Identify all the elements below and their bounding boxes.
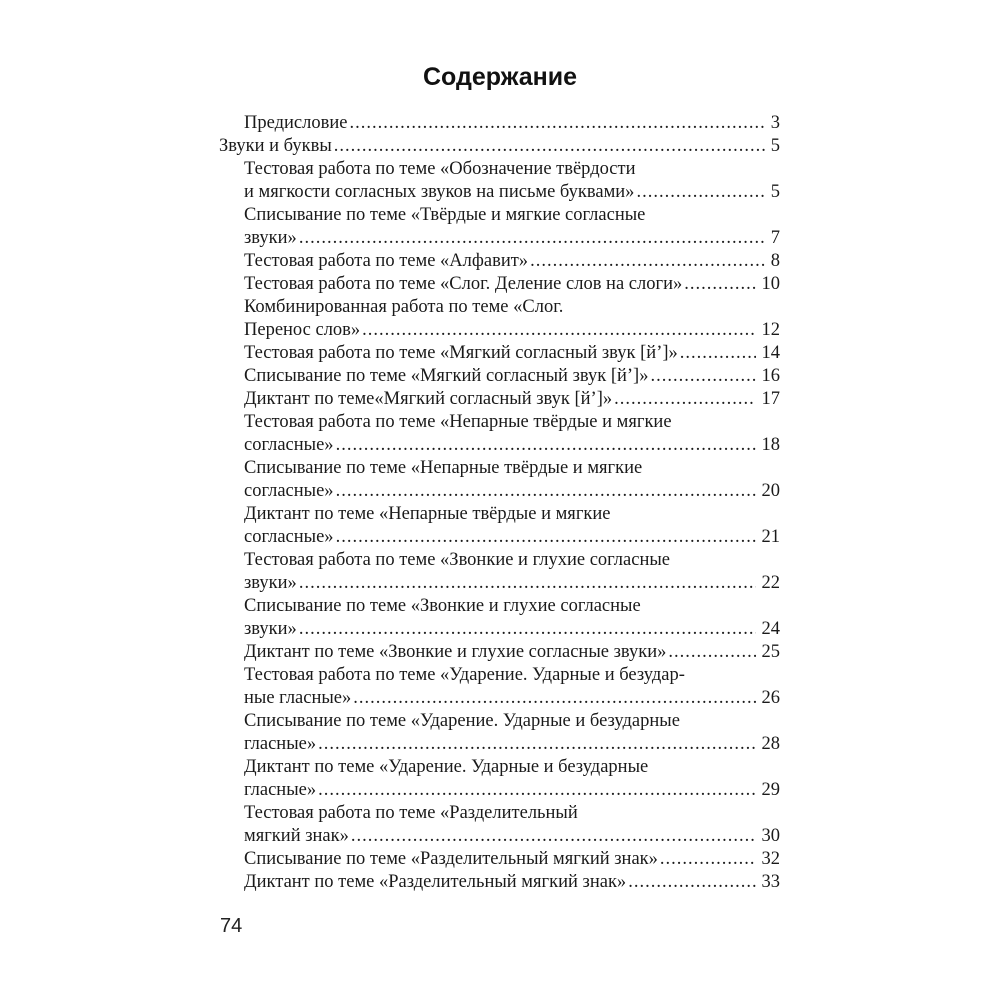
toc-page-number: 5 <box>770 182 780 202</box>
toc-entry-title: Диктант по теме «Звонкие и глухие согласные звуки» <box>244 642 667 662</box>
toc-entry <box>0 710 1000 756</box>
toc-page-number: 17 <box>761 389 780 409</box>
toc-entry-title: Тестовая работа по теме «Слог. Деление слов на слоги» <box>244 274 683 294</box>
toc-entry-leader-line <box>0 779 1000 802</box>
toc-entry-title-line: Тестовая работа по теме «Непарные твёрдые и мягкие <box>244 412 672 432</box>
toc-page-number: 16 <box>761 366 780 386</box>
toc-entry-leader-line <box>0 572 1000 595</box>
toc-entry-leader-line <box>0 365 1000 388</box>
toc-entry <box>0 664 1000 710</box>
toc-entry-title: и мягкости согласных звуков на письме буквами» <box>244 182 635 202</box>
toc-entry-leader-line <box>0 342 1000 365</box>
page-number: 74 <box>220 915 243 937</box>
toc-entry-title-line: Тестовая работа по теме «Обозначение твёрдости <box>244 159 636 179</box>
toc-entry <box>0 756 1000 802</box>
toc-entry-title: Диктант по теме «Разделительный мягкий знак» <box>244 872 627 892</box>
toc-entry <box>0 342 1000 365</box>
toc-entry-leader-line <box>0 641 1000 664</box>
toc-entry <box>0 641 1000 664</box>
toc-entry-leader-line <box>0 526 1000 549</box>
dot-leader <box>336 434 756 457</box>
toc-entry <box>0 549 1000 595</box>
toc-entry-title: ные гласные» <box>244 688 352 708</box>
toc-entry-title: Диктант по теме«Мягкий согласный звук [й’]» <box>244 389 613 409</box>
toc-entry-title: согласные» <box>244 435 334 455</box>
toc-entry-leader-line <box>0 388 1000 411</box>
toc-entry <box>0 871 1000 894</box>
toc-entry-title: согласные» <box>244 527 334 547</box>
toc-entry-title-line: Тестовая работа по теме «Разделительный <box>244 803 578 823</box>
toc-entry-leader-line <box>0 618 1000 641</box>
toc-entry-title: согласные» <box>244 481 334 501</box>
toc-entry-title: Предисловие <box>244 113 348 133</box>
toc-entry-title-line: Диктант по теме «Непарные твёрдые и мягкие <box>244 504 611 524</box>
dot-leader <box>530 250 765 273</box>
toc-entry <box>0 848 1000 871</box>
toc-page-number: 5 <box>770 136 780 156</box>
toc-page-number: 33 <box>761 872 780 892</box>
dot-leader <box>318 779 755 802</box>
toc-entry <box>0 158 1000 204</box>
dot-leader <box>299 618 756 641</box>
toc-page-number: 25 <box>761 642 780 662</box>
toc-entry-leader-line <box>0 227 1000 250</box>
toc-entry-leader-line <box>0 434 1000 457</box>
dot-leader <box>336 526 756 549</box>
dot-leader <box>680 342 756 365</box>
dot-leader <box>362 319 755 342</box>
toc-entry-title: мягкий знак» <box>244 826 349 846</box>
table-of-contents <box>0 112 1000 894</box>
toc-entry <box>0 250 1000 273</box>
toc-page-number: 26 <box>761 688 780 708</box>
dot-leader <box>353 687 755 710</box>
toc-entry-title-line: Списывание по теме «Твёрдые и мягкие согласные <box>244 205 646 225</box>
dot-leader <box>299 227 765 250</box>
toc-entry-title-line: Комбинированная работа по теме «Слог. <box>244 297 564 317</box>
toc-page-number: 30 <box>761 826 780 846</box>
toc-page-number: 8 <box>770 251 780 271</box>
toc-entry-leader-line <box>0 250 1000 273</box>
dot-leader <box>668 641 755 664</box>
dot-leader <box>636 181 764 204</box>
toc-page-number: 12 <box>761 320 780 340</box>
toc-entry-leader-line <box>0 848 1000 871</box>
toc-entry <box>0 802 1000 848</box>
toc-entry-title: звуки» <box>244 228 297 248</box>
toc-entry-leader-line <box>0 181 1000 204</box>
dot-leader <box>349 112 764 135</box>
toc-entry <box>0 388 1000 411</box>
dot-leader <box>650 365 755 388</box>
toc-entry-leader-line <box>0 319 1000 342</box>
dot-leader <box>660 848 756 871</box>
toc-page-number: 18 <box>761 435 780 455</box>
toc-entry <box>0 595 1000 641</box>
dot-leader <box>614 388 755 411</box>
toc-page-number: 21 <box>761 527 780 547</box>
toc-entry-title: Звуки и буквы <box>219 136 332 156</box>
toc-entry-title: гласные» <box>244 780 317 800</box>
toc-entry <box>0 457 1000 503</box>
toc-entry-title-line: Списывание по теме «Звонкие и глухие согласные <box>244 596 641 616</box>
toc-entry-leader-line <box>0 112 1000 135</box>
toc-page-number: 32 <box>761 849 780 869</box>
toc-entry-title: Списывание по теме «Разделительный мягкий знак» <box>244 849 658 869</box>
toc-entry <box>0 411 1000 457</box>
toc-page-number: 28 <box>761 734 780 754</box>
toc-entry-title: Списывание по теме «Мягкий согласный звук [й’]» <box>244 366 649 386</box>
dot-leader <box>336 480 756 503</box>
dot-leader <box>684 273 755 296</box>
toc-page-number: 10 <box>761 274 780 294</box>
toc-page-number: 24 <box>761 619 780 639</box>
toc-page-number: 29 <box>761 780 780 800</box>
toc-entry-leader-line <box>0 135 1000 158</box>
page-title: Содержание <box>422 63 578 91</box>
toc-entry-title: Тестовая работа по теме «Алфавит» <box>244 251 529 271</box>
dot-leader <box>334 135 765 158</box>
toc-entry-title: звуки» <box>244 619 297 639</box>
dot-leader <box>628 871 755 894</box>
toc-entry-title: Тестовая работа по теме «Мягкий согласный звук [й’]» <box>244 343 678 363</box>
toc-entry <box>0 296 1000 342</box>
dot-leader <box>351 825 756 848</box>
toc-entry-title-line: Тестовая работа по теме «Ударение. Ударные и безудар- <box>244 665 685 685</box>
toc-entry <box>0 204 1000 250</box>
toc-page-number: 14 <box>761 343 780 363</box>
toc-entry-leader-line <box>0 733 1000 756</box>
toc-entry-title-line: Списывание по теме «Ударение. Ударные и безударные <box>244 711 680 731</box>
toc-entry-title-line: Диктант по теме «Ударение. Ударные и безударные <box>244 757 649 777</box>
toc-entry-leader-line <box>0 871 1000 894</box>
toc-entry-title-line: Тестовая работа по теме «Звонкие и глухие согласные <box>244 550 670 570</box>
toc-entry-title: Перенос слов» <box>244 320 361 340</box>
toc-page-number: 3 <box>770 113 780 133</box>
dot-leader <box>299 572 756 595</box>
toc-entry-leader-line <box>0 687 1000 710</box>
toc-entry-title: гласные» <box>244 734 317 754</box>
toc-section <box>0 135 1000 158</box>
toc-entry <box>0 503 1000 549</box>
toc-entry <box>0 112 1000 135</box>
toc-entry-leader-line <box>0 825 1000 848</box>
dot-leader <box>318 733 755 756</box>
toc-entry <box>0 365 1000 388</box>
toc-entry-leader-line <box>0 480 1000 503</box>
toc-page-number: 7 <box>770 228 780 248</box>
toc-entry <box>0 273 1000 296</box>
toc-entry-leader-line <box>0 273 1000 296</box>
toc-page-number: 22 <box>761 573 780 593</box>
toc-entry-title-line: Списывание по теме «Непарные твёрдые и мягкие <box>244 458 643 478</box>
toc-page-number: 20 <box>761 481 780 501</box>
toc-entry-title: звуки» <box>244 573 297 593</box>
